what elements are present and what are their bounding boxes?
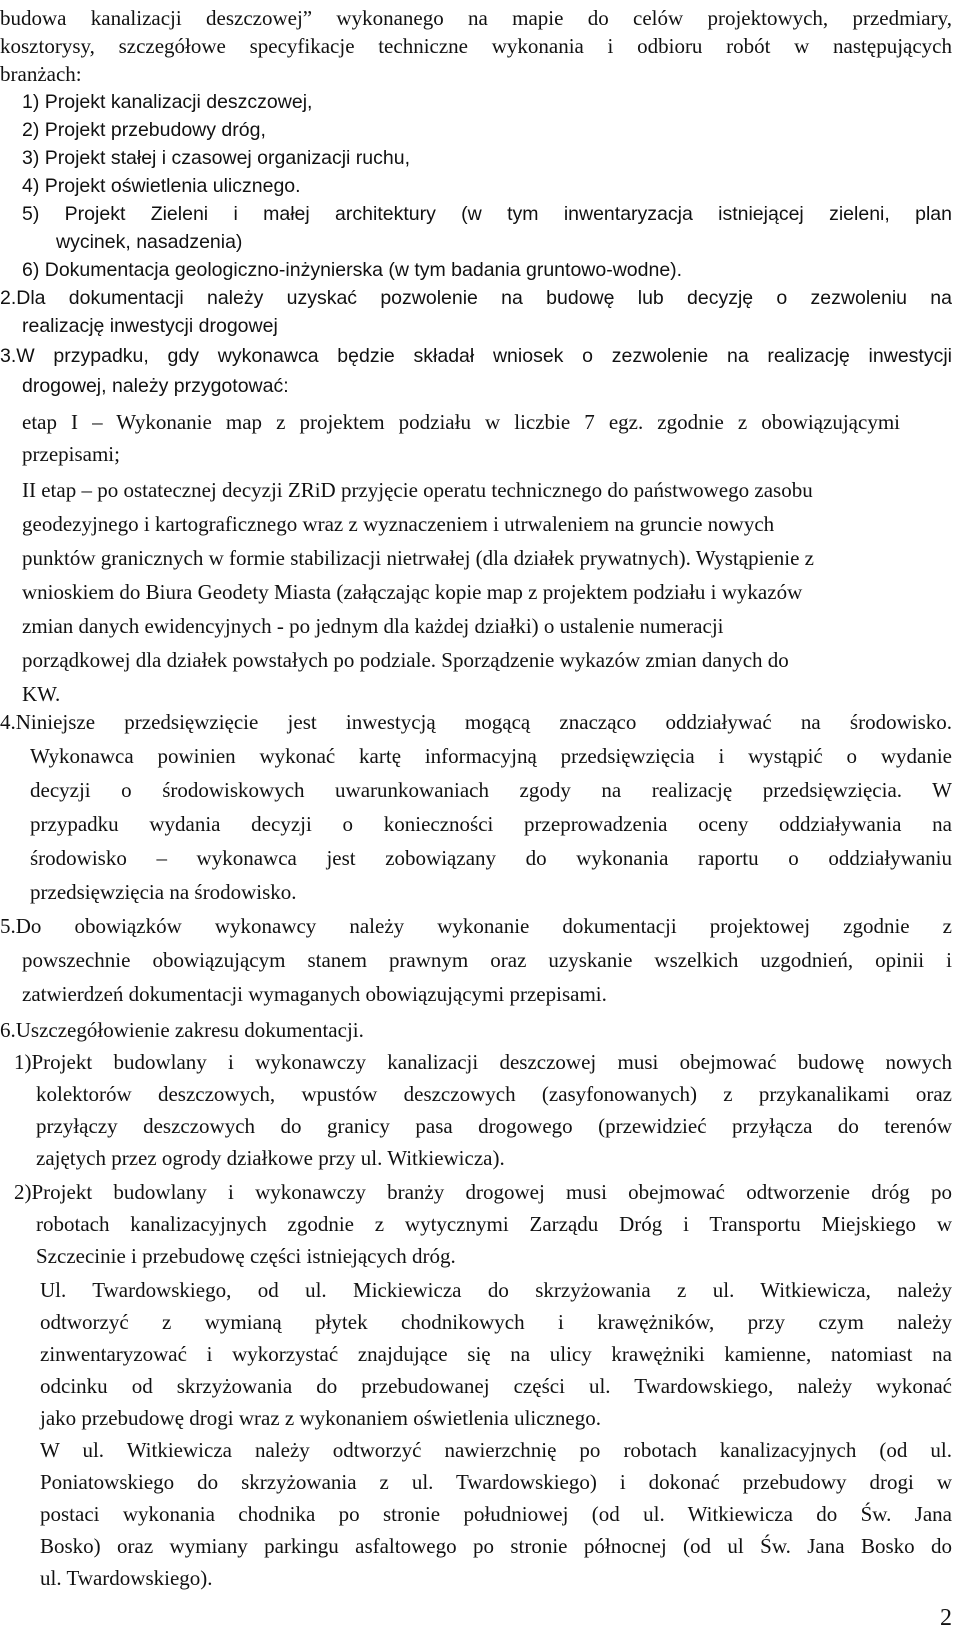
text-line: jako przebudowę drogi wraz z wykonaniem oświetlenia ulicznego. (40, 1406, 601, 1430)
text-line: przypadku wydania decyzji o konieczności przeprowadzenia oceny oddziaływania na (30, 812, 952, 836)
text-line: zmian danych ewidencyjnych - po jednym dla każdej działki) o ustalenie numeracji (22, 614, 724, 638)
text-line: ul. Twardowskiego). (40, 1566, 213, 1590)
text-line: zatwierdzeń dokumentacji wymaganych obowiązującymi przepisami. (22, 982, 607, 1006)
text-line: Poniatowskiego do skrzyżowania z ul. Twardowskiego) i dokonać przebudowy drogi w (40, 1470, 952, 1494)
text-line: przyłączy deszczowych do granicy pasa drogowego (przewidzieć przyłącza do terenów (36, 1114, 952, 1138)
text-line: zajętych przez ogrody działkowe przy ul. Witkiewicza). (36, 1146, 505, 1170)
text-line: decyzji o środowiskowych uwarunkowaniach zgody na realizację przedsięwzięcia. W (30, 778, 952, 802)
text-line: kosztorysy, szczegółowe specyfikacje techniczne wykonania i odbioru robót w następujących (0, 34, 952, 58)
text-line: geodezyjnego i kartograficznego wraz z wyznaczeniem i utrwaleniem na gruncie nowych (22, 512, 775, 536)
text-line: II etap – po ostatecznej decyzji ZRiD przyjęcie operatu technicznego do państwowego zasobu (22, 478, 813, 502)
text-line: W ul. Witkiewicza należy odtworzyć nawierzchnię po robotach kanalizacyjnych (od ul. (40, 1438, 952, 1462)
subsection-2: 2)Projekt budowlany i wykonawczy branży drogowej musi obejmować odtworzenie dróg po (14, 1180, 952, 1204)
text-line: odtworzyć z wymianą płytek chodnikowych i krawężników, przy czym należy (40, 1310, 952, 1334)
text-line: kolektorów deszczowych, wpustów deszczowych (zasyfonowanych) z przykanalikami oraz (36, 1082, 952, 1106)
paragraph-6-heading: 6.Uszczegółowienie zakresu dokumentacji. (0, 1018, 364, 1042)
text-line: zinwentaryzować i wykorzystać znajdujące się na ulicy krawężniki kamienne, natomiast na (40, 1342, 952, 1366)
text-line: Ul. Twardowskiego, od ul. Mickiewicza do skrzyżowania z ul. Witkiewicza, należy (40, 1278, 952, 1302)
page-number: 2 (940, 1605, 952, 1631)
paragraph-3-continuation: drogowej, należy przygotować: (22, 375, 289, 397)
text-line: powszechnie obowiązującym stanem prawnym oraz uzyskanie wszelkich uzgodnień, opinii i (22, 948, 952, 972)
subsection-1: 1)Projekt budowlany i wykonawczy kanalizacji deszczowej musi obejmować budowę nowych (14, 1050, 952, 1074)
text-line: środowisko – wykonawca jest zobowiązany do wykonania raportu o oddziaływaniu (30, 846, 952, 870)
text-line: branżach: (0, 62, 82, 86)
text-line: przedsięwzięcia na środowisko. (30, 880, 297, 904)
list-item: 5) Projekt Zieleni i małej architektury (w tym inwentaryzacja istniejącej zieleni, plan (22, 203, 952, 225)
text-line: odcinku od skrzyżowania do przebudowanej części ul. Twardowskiego, należy wykonać (40, 1374, 952, 1398)
paragraph-2-continuation: realizację inwestycji drogowej (22, 315, 278, 337)
text-line: postaci wykonania chodnika po stronie południowej (od ul. Witkiewicza do Św. Jana (40, 1502, 952, 1526)
paragraph-2: 2.Dla dokumentacji należy uzyskać pozwolenie na budowę lub decyzję o zezwoleniu na (0, 287, 952, 309)
list-item: 3) Projekt stałej i czasowej organizacji ruchu, (22, 147, 411, 169)
text-line: Szczecinie i przebudowę części istniejących dróg. (36, 1244, 456, 1268)
text-line: budowa kanalizacji deszczowej” wykonanego na mapie do celów projektowych, przedmiary, (0, 6, 952, 30)
text-line: przepisami; (22, 442, 120, 466)
paragraph-5: 5.Do obowiązków wykonawcy należy wykonanie dokumentacji projektowej zgodnie z (0, 914, 952, 938)
text-line: porządkowej dla działek powstałych po podziale. Sporządzenie wykazów zmian danych do (22, 648, 789, 672)
text-line: wnioskiem do Biura Geodety Miasta (załączając kopie map z projektem podziału i wykazów (22, 580, 803, 604)
paragraph-3: 3.W przypadku, gdy wykonawca będzie składał wniosek o zezwolenie na realizację inwestycji (0, 345, 952, 367)
text-line: KW. (22, 682, 61, 706)
text-line: Bosko) oraz wymiany parkingu asfaltowego po stronie północnej (od ul Św. Jana Bosko do (40, 1534, 952, 1558)
list-item: 2) Projekt przebudowy dróg, (22, 119, 266, 141)
text-line: punktów granicznych w formie stabilizacji nietrwałej (dla działek prywatnych). Wystąpienie z (22, 546, 814, 570)
paragraph-4: 4.Niniejsze przedsięwzięcie jest inwestycją mogącą znacząco oddziaływać na środowisko. (0, 710, 952, 734)
list-item-continuation: wycinek, nasadzenia) (56, 231, 243, 253)
text-line: etap I – Wykonanie map z projektem podziału w liczbie 7 egz. zgodnie z obowiązującymi (22, 410, 900, 434)
list-item: 6) Dokumentacja geologiczno-inżynierska (w tym badania gruntowo-wodne). (22, 259, 683, 281)
list-item: 1) Projekt kanalizacji deszczowej, (22, 91, 313, 113)
list-item: 4) Projekt oświetlenia ulicznego. (22, 175, 301, 197)
text-line: robotach kanalizacyjnych zgodnie z wytycznymi Zarządu Dróg i Transportu Miejskiego w (36, 1212, 952, 1236)
text-line: Wykonawca powinien wykonać kartę informacyjną przedsięwzięcia i wystąpić o wydanie (30, 744, 952, 768)
